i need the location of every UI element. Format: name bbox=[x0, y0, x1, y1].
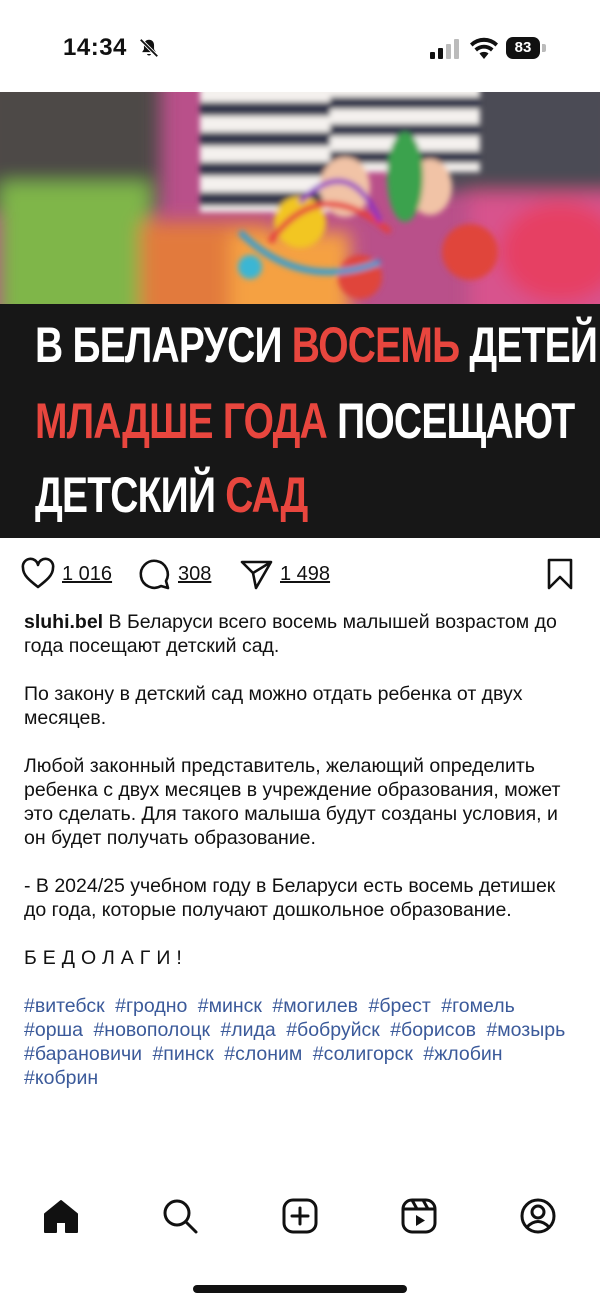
share-button[interactable] bbox=[238, 552, 330, 596]
comment-count[interactable]: 308 bbox=[178, 562, 212, 585]
reels-icon bbox=[399, 1196, 439, 1236]
heart-icon bbox=[20, 556, 56, 592]
hashtag-link[interactable]: #брест bbox=[368, 995, 431, 1017]
caption-paragraph-3: Любой законный представитель, желающий определить ребенка с двух месяцев в учреждение образования, может это сделать. Для такого малыша будут созданы условия, и он будет получать образование. bbox=[24, 755, 561, 849]
hashtag-link[interactable]: #слоним bbox=[224, 1043, 303, 1065]
like-count[interactable]: 1 016 bbox=[62, 562, 113, 585]
hashtag-link[interactable]: #гродно bbox=[115, 995, 188, 1017]
hashtag-link[interactable]: #кобрин bbox=[24, 1067, 99, 1089]
hashtag-link[interactable]: #минск bbox=[197, 995, 262, 1017]
headline-line-3: ДЕТСКИЙ САД bbox=[35, 467, 308, 523]
bell-slash-icon bbox=[138, 37, 160, 59]
caption-paragraph-5: БЕДОЛАГИ! bbox=[24, 947, 188, 969]
tab-reels[interactable] bbox=[399, 1196, 439, 1236]
battery-icon bbox=[506, 37, 548, 59]
wifi-icon bbox=[470, 37, 498, 59]
tab-create[interactable] bbox=[280, 1196, 320, 1236]
profile-icon bbox=[518, 1196, 558, 1236]
create-icon bbox=[280, 1196, 320, 1236]
comment-button[interactable] bbox=[136, 552, 211, 596]
hashtag-link[interactable]: #мозырь bbox=[486, 1019, 566, 1041]
post-caption bbox=[24, 610, 574, 1114]
hashtag-link[interactable]: #борисов bbox=[390, 1019, 476, 1041]
signal-icon bbox=[430, 39, 460, 59]
hashtag-list bbox=[24, 994, 574, 1090]
headline-line-1: В БЕЛАРУСИ ВОСЕМЬ ДЕТЕЙ bbox=[35, 317, 598, 373]
bookmark-icon bbox=[542, 556, 578, 592]
send-icon bbox=[238, 556, 274, 592]
home-icon bbox=[41, 1196, 81, 1236]
home-indicator[interactable] bbox=[193, 1285, 407, 1293]
headline-line-2: МЛАДШЕ ГОДА ПОСЕЩАЮТ bbox=[35, 393, 575, 449]
status-bar bbox=[0, 0, 600, 92]
caption-paragraph-2: По закону в детский сад можно отдать ребенка от двух месяцев. bbox=[24, 683, 523, 729]
caption-paragraph-1: sluhi.bel В Беларуси всего восемь малышей возрастом до года посещают детский сад. bbox=[24, 611, 557, 657]
share-count[interactable]: 1 498 bbox=[280, 562, 331, 585]
hashtag-link[interactable]: #солигорск bbox=[312, 1043, 413, 1065]
hashtag-link[interactable]: #орша bbox=[24, 1019, 84, 1041]
search-icon bbox=[160, 1196, 200, 1236]
hashtag-link[interactable]: #жлобин bbox=[423, 1043, 503, 1065]
tab-home[interactable] bbox=[41, 1196, 81, 1236]
photo-illustration bbox=[0, 92, 600, 304]
post-photo[interactable] bbox=[0, 92, 600, 304]
tab-profile[interactable] bbox=[518, 1196, 558, 1236]
hashtag-link[interactable]: #лида bbox=[220, 1019, 276, 1041]
tab-search[interactable] bbox=[160, 1196, 200, 1236]
hashtag-link[interactable]: #витебск bbox=[24, 995, 105, 1017]
hashtag-link[interactable]: #бобруйск bbox=[286, 1019, 380, 1041]
like-button[interactable] bbox=[20, 552, 112, 596]
hashtag-link[interactable]: #гомель bbox=[441, 995, 515, 1017]
save-button[interactable] bbox=[542, 552, 578, 596]
post-actions bbox=[0, 552, 600, 596]
hashtag-link[interactable]: #могилев bbox=[272, 995, 359, 1017]
caption-paragraph-4: - В 2024/25 учебном году в Беларуси есть восемь детишек до года, которые получают дошкольное образование. bbox=[24, 875, 556, 921]
battery-level: 83 bbox=[506, 37, 540, 59]
username-link[interactable]: sluhi.bel bbox=[24, 611, 104, 633]
post-headline-banner bbox=[0, 304, 600, 538]
comment-icon bbox=[136, 556, 172, 592]
hashtag-link[interactable]: #новополоцк bbox=[93, 1019, 211, 1041]
clock: 14:34 bbox=[63, 34, 127, 61]
hashtag-link[interactable]: #пинск bbox=[152, 1043, 214, 1065]
hashtag-link[interactable]: #барановичи bbox=[24, 1043, 143, 1065]
